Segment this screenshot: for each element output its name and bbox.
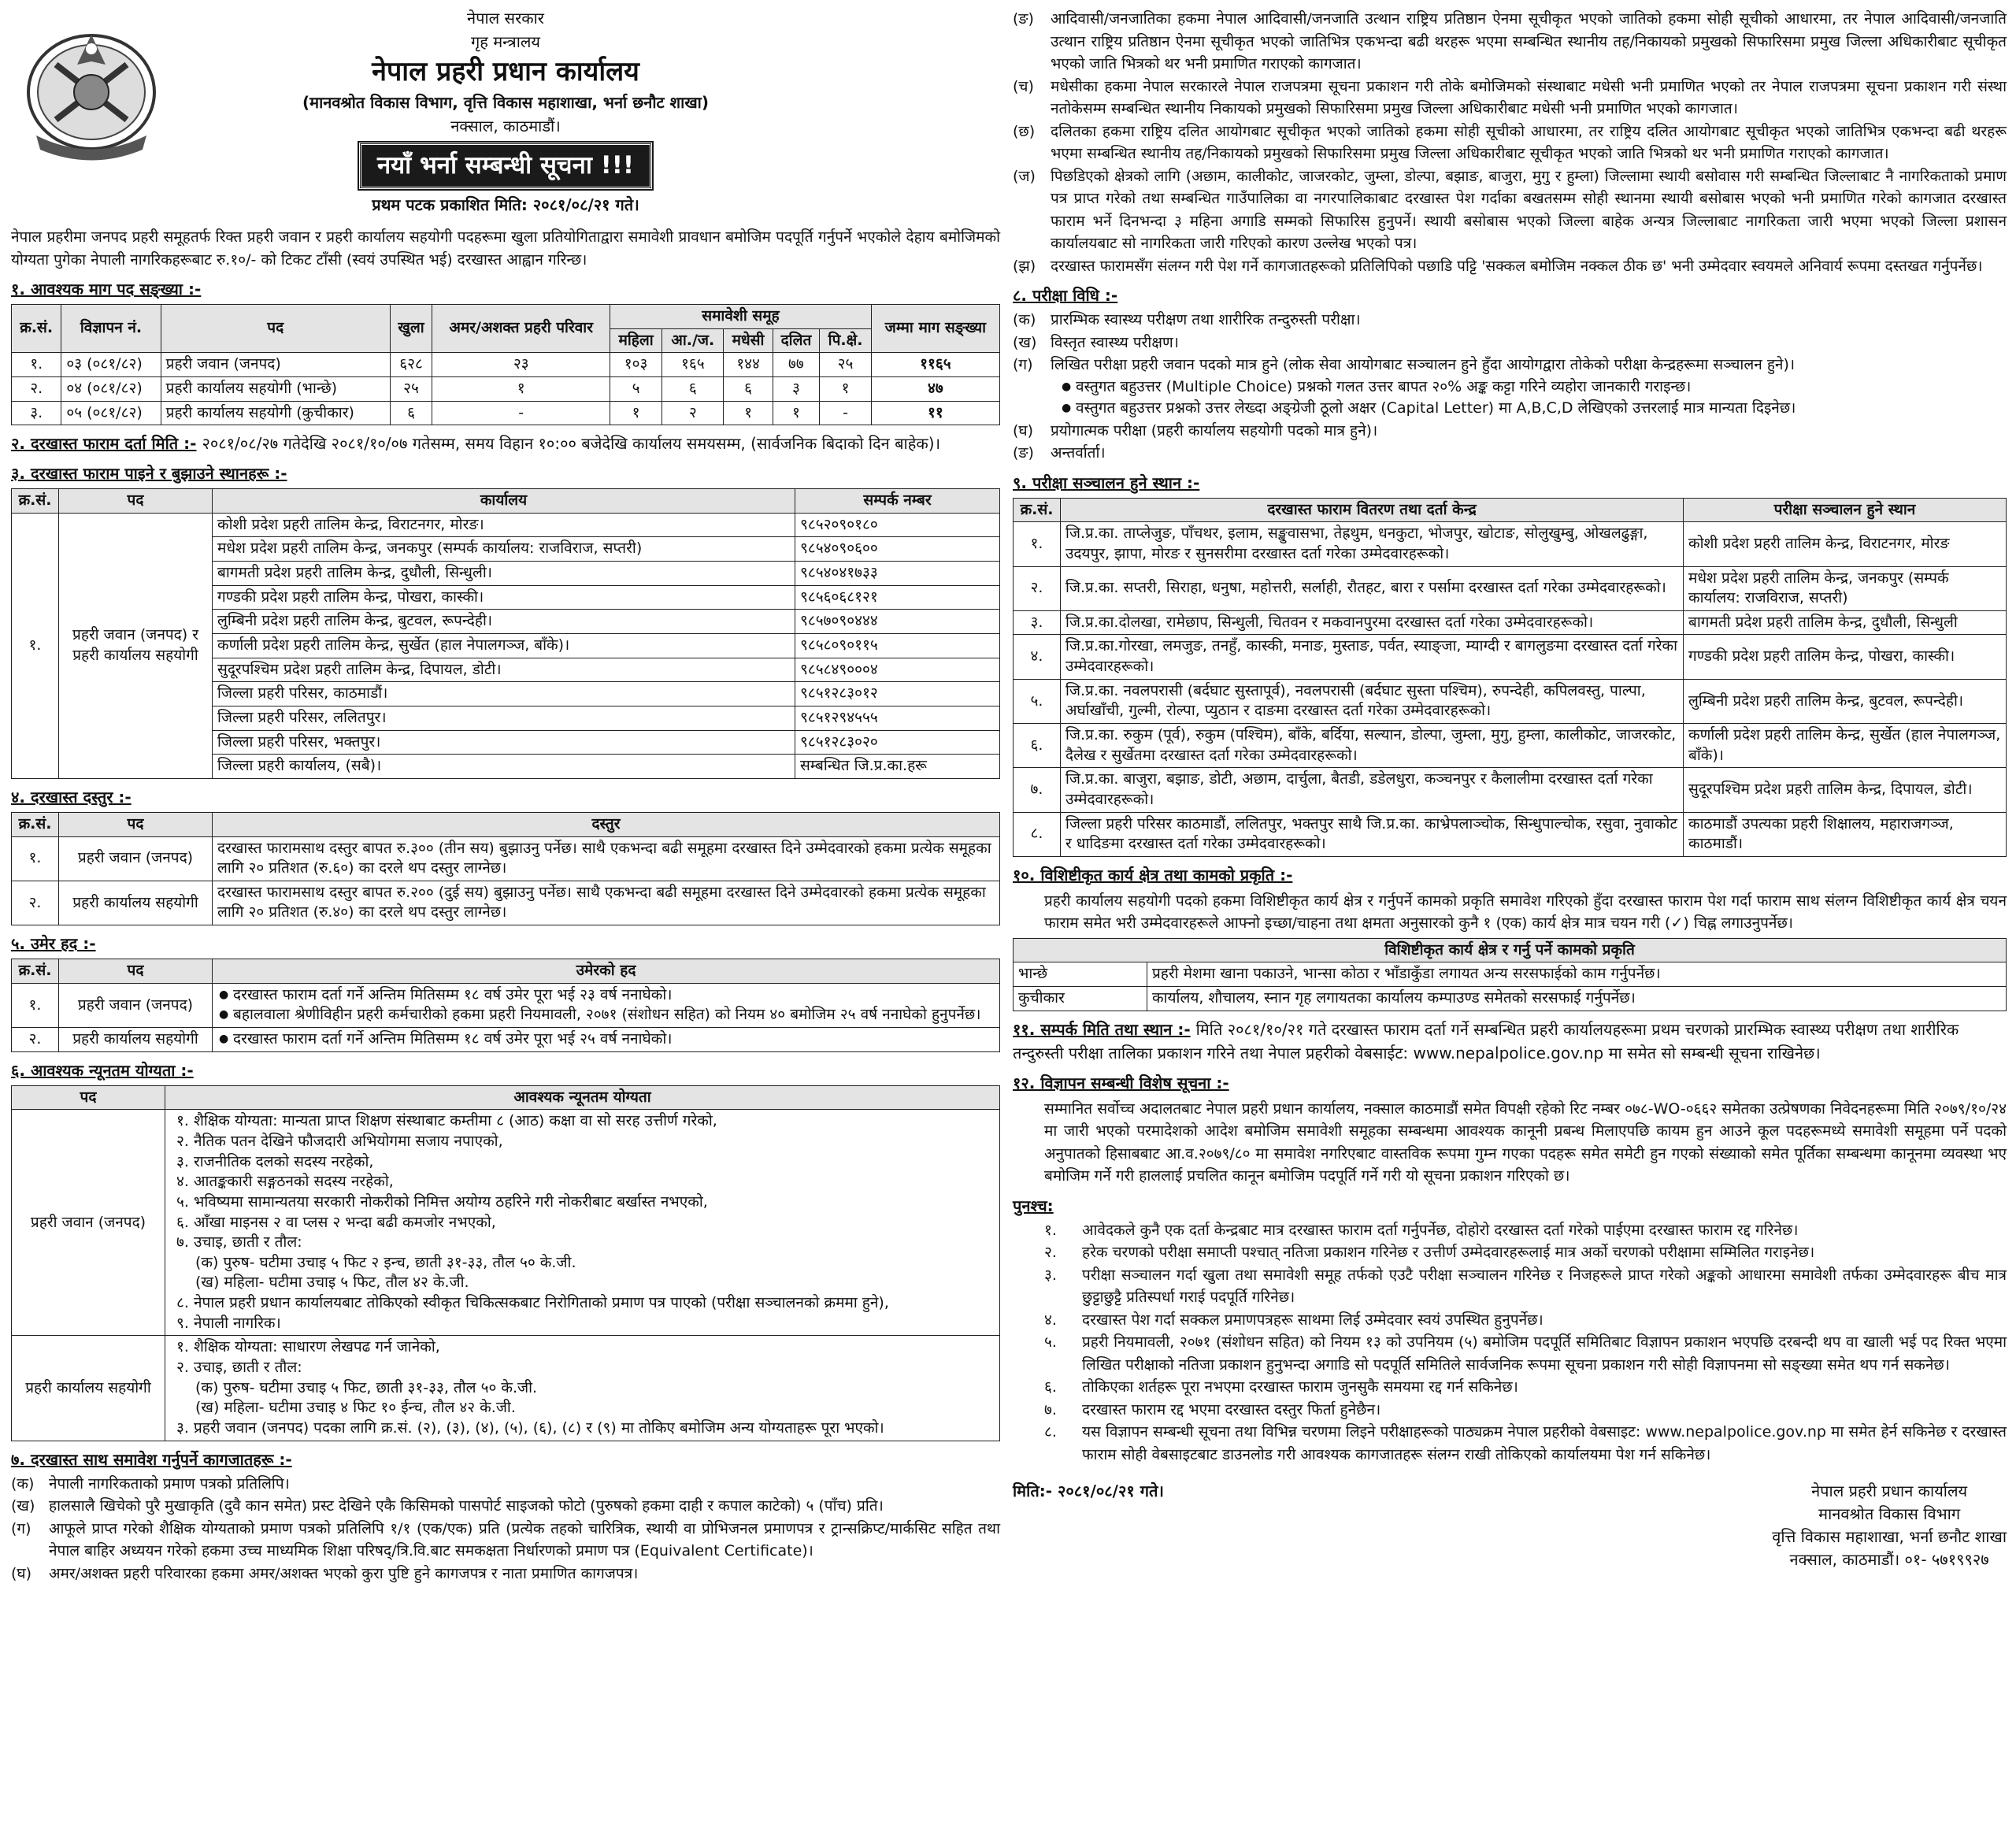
table-row: २. ०४ (०८१/८२) प्रहरी कार्यालय सहयोगी (भान्छे) २५ १ ५ ६ ६ ३ १ ४७ (12, 376, 1000, 401)
list-item: ४. दरखास्त पेश गर्दा सक्कल प्रमाणपत्रहरू साथमा लिई उम्मेदवार स्वयं उपस्थित हुनुपर्नेछ। (1044, 1311, 1544, 1329)
section-12-text: सम्मानित सर्वोच्च अदालतबाट नेपाल प्रहरी प्रधान कार्यालय, नक्साल काठमाडौं समेत विपक्षी रहेको रिट नम्बर ०७८-WO-०६६२ समेतका उत्प्रेषणका निवेदनहरूमा मिति २०७९/१०/२४ मा जारी भएको परमादेशको आदेश बमोजिम समावेशी समूहका सम्बन्धमा आवश्यक कानूनी प्रबन्ध मिलाएपछि कायम हुन आउने कूल पदहरूमध्ये समावेशी समूहमा पर्ने पदको अनुपातको हिसाबबाट आ.व.२०७९/८० मा समावेश नगरिएबाट वास्तविक रूपमा गुम्न गएका पदहरू समेत समेटी हुन गएको संख्याको समेत पूर्तिका सम्बन्धमा कानूनमा व्यवस्था भए बमोजिम गर्ने गरी हाललाई प्रचलित कानून बमोजिम पदपूर्ति गर्ने गरी यो सूचना प्रकाशन गरिएको छ। (1044, 1100, 2007, 1185)
qualification-table: पद आवश्यक न्यूनतम योग्यता प्रहरी जवान (जनपद) १. शैक्षिक योग्यता: मान्यता प्राप्त शिक्षण संस्थाबाट कम्तीमा ८ (आठ) कक्षा वा सो सरह उत्तीर्ण गरेको, २. नैतिक पतन देखिने फौजदारी अभियोगमा सजाय नपाएको, ३. राजनीतिक दलको सदस्य नरहेको, ४. आतङ्ककारी सङ्गठनको सदस्य नरहेको, ५. भविष्यमा सामान्यतया सरकारी नोकरीको निमित्त अयोग्य ठहरिने गरी नोकरीबाट बर्खास्त नभएको, ६. आँखा माइनस २ वा प्लस २ भन्दा बढी कमजोर नभएको, ७. उचाइ, छाती र तौल: (क) पुरुष- घटीमा उचाइ ५ फिट २ इन्च, छाती ३१-३३, तौल ५० के.जी. (ख) महिला- घटीमा उचाइ ५ फिट, तौल ४२ के.जी. ८. नेपाल प्रहरी प्रधान कार्यालयबाट तोकिएको स्वीकृत चिकित्सकबाट निरोगिताको प्रमाण पत्र पाएको (परीक्षा सञ्चालनको क्रममा हुने), ९. नेपाली नागरिक। प्रहरी कार्यालय सहयोगी १. शैक्षिक योग्यता: साधारण लेखपढ गर्न जानेको, २. उचाइ, छाती र तौल: (क) पुरुष- घटीमा उचाइ ५ फिट, छाती ३१-३३, तौल ५० के.जी. (ख) महिला- घटीमा उचाइ ४ फिट १० ईन्च, तौल ४२ के.जी. ३. प्रहरी जवान (जनपद) पदका लागि क्र.सं. (२), (३), (४), (५), (६), (८) र (९) मा तोकिए बमोजिम अन्य योग्यताहरू पूरा भएको। (11, 1085, 1000, 1441)
left-column (11, 6, 1000, 1585)
th-total: जम्मा माग सङ्ख्या (871, 305, 999, 353)
section-10-text: प्रहरी कार्यालय सहयोगी पदको हकमा विशिष्टीकृत कार्य क्षेत्र र गर्नुपर्ने कामको प्रकृति समावेश गरिएको हुँदा दरखास्त फाराम पेश गर्दा फाराम साथ संलग्न विशिष्टीकृत कार्य क्षेत्र चयन फाराम समेत भरी उम्मेदवारहरूले आफ्नो इच्छा/चाहना तथा क्षमता अनुसारको कुनै १ (एक) कार्य क्षेत्र मात्र चयन गरी (✓) चिह्न लगाउनुपर्नेछ। (1044, 892, 2007, 933)
section-11: ११. सम्पर्क मिति तथा स्थान :- मिति २०८१/१०/२१ गते दरखास्त फाराम दर्ता गर्ने सम्बन्धित प्रहरी कार्यालयहरूमा प्रथम चरणको प्रारम्भिक स्वास्थ्य परीक्षण तथा शारीरिक तन्दुरुस्ती परीक्षा तालिका प्रकाशन गरिने तथा नेपाल प्रहरीको वेबसाईट: www.nepalpolice.gov.np मा समेत सो सम्बन्धी सूचना राखिनेछ। (1013, 1019, 1959, 1062)
section-12-title: १२. विज्ञापन सम्बन्धी विशेष सूचना :- (1013, 1073, 1229, 1092)
nepal-police-emblem-icon (13, 17, 170, 163)
table-row: ६. जि.प्र.का. रुकुम (पूर्व), रुकुम (पश्चिम), बाँके, बर्दिया, सल्यान, डोल्पा, जुम्ला, मुगु, हुम्ला, कालीकोट, जाजरकोट, दैलेख र सुर्खेतमा दरखास्त दर्ता गरेका उम्मेदवारहरूको। कर्णाली प्रदेश प्रहरी तालिम केन्द्र, सुर्खेत (हाल नेपालगञ्ज, बाँके)। (1014, 724, 2007, 768)
list-item: (ङ) अन्तर्वार्ता। (1013, 444, 1106, 462)
exam-method-list (1013, 309, 2007, 465)
table-row: १. ०३ (०८१/८२) प्रहरी जवान (जनपद) ६२८ २३ १०३ १६५ १४४ ७७ २५ ११६५ (12, 353, 1000, 377)
right-column (1013, 6, 2007, 1571)
list-item: (छ) दलितका हकमा राष्ट्रिय दलित आयोगबाट सूचीकृत भएको जातिको हकमा सोही सूचीको आधारमा, तर राष्ट्रिय दलित आयोगबाट सूचीकृत भएको जातिभित्र एकभन्दा बढी थरहरू भएमा सम्बन्धित स्थानीय तह/निकायको प्रमुखको सिफारिसमा प्रमुख जिल्ला अधिकारीबाट सूचीकृत भएको जाति भित्रको थर भनी प्रमाणित गराएको कागजात। (1013, 122, 2007, 162)
list-item: २. हरेक चरणको परीक्षा समाप्ती पश्चात् नतिजा प्रकाशन गरिनेछ र उत्तीर्ण उम्मेदवारहरूलाई मात्र अर्को चरणको परीक्षामा सम्मिलित गराइनेछ। (1044, 1244, 1815, 1262)
punash-list (1013, 1219, 2007, 1467)
table-row: कर्णाली प्रदेश प्रहरी तालिम केन्द्र, सुर्खेत (हाल नेपालगञ्ज, बाँके)। ९८५८०९०११५ (12, 634, 1000, 658)
table-row: ३. जि.प्र.का.दोलखा, रामेछाप, सिन्धुली, चितवन र मकवानपुरमा दरखास्त दर्ता गरेका उम्मेदवारहरूको। बागमती प्रदेश प्रहरी तालिम केन्द्र, दुधौली, सिन्धुली (1014, 610, 2007, 635)
table-row: जिल्ला प्रहरी कार्यालय, (सबै)। सम्बन्धित जि.प्र.का.हरू (12, 755, 1000, 779)
notice-date: मिति:- २०८१/०८/२१ गते। (1013, 1482, 1164, 1501)
table-row: भान्छे प्रहरी मेशमा खाना पकाउने, भान्सा कोठा र भाँडाकुँडा लगायत अन्य सरसफाईको काम गर्नुपर्नेछ। (1014, 962, 2007, 987)
section-4-title: ४. दरखास्त दस्तुर :- (11, 787, 132, 807)
table-row: ५. जि.प्र.का. नवलपरासी (बर्दघाट सुस्तापूर्व), नवलपरासी (बर्दघाट सुस्ता पश्चिम), रुपन्देही, कपिलवस्तु, पाल्पा, अर्घाखाँची, गुल्मी, रोल्पा, प्युठान र दाङमा दरखास्त दर्ता गरेका उम्मेदवारहरूको। लुम्बिनी प्रदेश प्रहरी तालिम केन्द्र, बुटवल, रूपन्देही। (1014, 679, 2007, 723)
list-item: ७. दरखास्त फाराम रद्द भएमा दरखास्त दस्तुर फिर्ता हुनेछैन। (1044, 1400, 1381, 1419)
application-centers-table: क्र.सं. पद कार्यालय सम्पर्क नम्बर १. प्रहरी जवान (जनपद) र प्रहरी कार्यालय सहयोगी कोशी प्रदेश प्रहरी तालिम केन्द्र, विराटनगर, मोरङ। ९८५२०९०१८० मधेश प्रदेश प्रहरी तालिम केन्द्र, जनकपुर (सम्पर्क कार्यालय: राजविराज, सप्तरी) ९८५४०९०६०० बागमती प्रदेश प्रहरी तालिम केन्द्र, दुधौली, सिन्धुली। ९८५४०४१७३३ गण्डकी प्रदेश प्रहरी तालिम केन्द्र, पोखरा, कास्की। ९८५६०६८१२१ लुम्बिनी प्रदेश प्रहरी तालिम केन्द्र, बुटवल, रूपन्देही। ९८५७०९०४४४ कर्णाली प्रदेश प्रहरी तालिम केन्द्र, सुर्खेत (हाल नेपालगञ्ज, बाँके)। ९८५८०९०११५ सुदूरपश्चिम प्रदेश प्रहरी तालिम केन्द्र, दिपायल, डोटी। ९८५८४९०००४ जिल्ला प्रहरी परिसर, काठमाडौं। ९८५१२८३०१२ जिल्ला प्रहरी परिसर, ललितपुर। ९८५१२९४५५५ जिल्ला प्रहरी परिसर, भक्तपुर। ९८५१२८३०२० जिल्ला प्रहरी कार्यालय, (सबै)। सम्बन्धित जि.प्र.का.हरू (11, 488, 1000, 779)
table-row: १. जि.प्र.का. ताप्लेजुङ, पाँचथर, इलाम, सङ्खुवासभा, तेह्रथुम, धनकुटा, भोजपुर, खोटाङ, सोलुखुम्बु, ओखलढुङ्गा, उदयपुर, झापा, मोरङ र सुनसरीमा दरखास्त दर्ता गरेका उम्मेदवारहरूको। कोशी प्रदेश प्रहरी तालिम केन्द्र, विराटनगर, मोरङ (1014, 522, 2007, 566)
th-open: खुला (390, 305, 432, 353)
section-2: २. दरखास्त फाराम दर्ता मिति :- २०८१/०८/२७ गतेदेखि २०८१/१०/०७ गतेसम्म, समय विहान १०:०० बजेदेखि कार्यालय समयसम्म, (सार्वजनिक बिदाको दिन बाहेक)। (11, 434, 941, 454)
table-row: १. प्रहरी जवान (जनपद) दरखास्त फारामसाथ दस्तुर बापत रु.३०० (तीन सय) बुझाउनु पर्नेछ। साथै एकभन्दा बढी समूहमा दरखास्त दिने उम्मेदवारको हकमा प्रत्येक समूहका लागि २० प्रतिशत (रु.६०) का दरले थप दस्तुर लाग्नेछ। (12, 836, 1000, 881)
section-6-title: ६. आवश्यक न्यूनतम योग्यता :- (11, 1060, 194, 1080)
work-nature-table: विशिष्टीकृत कार्य क्षेत्र र गर्नु पर्ने कामको प्रकृति भान्छे प्रहरी मेशमा खाना पकाउने, भान्सा कोठा र भाँडाकुँडा लगायत अन्य सरसफाईको काम गर्नुपर्नेछ। कुचीकार कार्यालय, शौचालय, स्नान गृह लगायतका कार्यालय कम्पाउण्ड समेतको सरसफाई गर्नुपर्नेछ। (1013, 938, 2007, 1011)
list-item: १. आवेदकले कुनै एक दर्ता केन्द्रबाट मात्र दरखास्त फाराम दर्ता गर्नुपर्नेछ, दोहोरो दरखास्त दर्ता गरेको पाईएमा दरखास्त फाराम रद्द गरिनेछ। (1044, 1221, 1799, 1239)
table-row: कुचीकार कार्यालय, शौचालय, स्नान गृह लगायतका कार्यालय कम्पाउण्ड समेतको सरसफाई गर्नुपर्नेछ। (1014, 987, 2007, 1011)
table-row: १. प्रहरी जवान (जनपद) र प्रहरी कार्यालय सहयोगी कोशी प्रदेश प्रहरी तालिम केन्द्र, विराटनगर, मोरङ। ९८५२०९०१८० (12, 513, 1000, 537)
documents-list (11, 1473, 1000, 1585)
intro-paragraph: नेपाल प्रहरीमा जनपद प्रहरी समूहतर्फ रिक्त प्रहरी जवान र प्रहरी कार्यालय सहयोगी पदहरूमा खुला प्रतियोगिताद्वारा समावेशी प्रावधान बमोजिम पदपूर्ति गर्नुपर्ने भएकोले देहाय बमोजिमको योग्यता पुगेका नेपाली नागरिकहरूबाट रु.१०/- को टिकट टाँसी (स्वयं उपस्थित भई) दरखास्त आह्वान गरिन्छ। (11, 228, 1000, 269)
list-item: ● वस्तुगत बहुउत्तर प्रश्नको उत्तर लेख्दा अङ्ग्रेजी ठूलो अक्षर (Capital Letter) मा A,B,C,D लेखिएको उत्तरलाई मात्र मान्यता दिइनेछ। (1060, 398, 2007, 420)
punash-title: पुनश्च: (1013, 1196, 1054, 1215)
table-row: सुदूरपश्चिम प्रदेश प्रहरी तालिम केन्द्र, दिपायल, डोटी। ९८५८४९०००४ (12, 658, 1000, 682)
notice-header (11, 6, 1000, 223)
office-subtitle: (मानवश्रोत विकास विभाग, वृत्ति विकास महाशाखा, भर्ना छनौट शाखा) (302, 92, 710, 112)
gov-line: नेपाल सरकार (467, 9, 544, 28)
office-place: नक्साल, काठमाडौं। (450, 116, 561, 135)
section-5-title: ५. उमेर हद :- (11, 934, 96, 954)
table-row: जिल्ला प्रहरी परिसर, काठमाडौं। ९८५१२८३०१२ (12, 682, 1000, 706)
th-backward: पि.क्षे. (820, 328, 872, 353)
table-row: २. जि.प्र.का. सप्तरी, सिराहा, धनुषा, महोत्तरी, सर्लाही, रौतहट, बारा र पर्सामा दरखास्त दर्ता गरेका उम्मेदवारहरूको। मधेश प्रदेश प्रहरी तालिम केन्द्र, जनकपुर (सम्पर्क कार्यालय: राजविराज, सप्तरी) (1014, 566, 2007, 610)
documents-list-continued (1013, 8, 2007, 277)
section-1-title: १. आवश्यक माग पद सङ्ख्या :- (11, 280, 202, 299)
table-row: १. प्रहरी जवान (जनपद) ● दरखास्त फाराम दर्ता गर्ने अन्तिम मितिसम्म १८ वर्ष उमेर पूरा भई २३ वर्ष ननाघेको। ● बहालवाला श्रेणीविहीन प्रहरी कर्मचारीको हकमा प्रहरी नियमावली, २०७१ (संशोधन सहित) को नियम ४० बमोजिम २५ वर्ष ननाघेको हुनुपर्नेछ। (12, 983, 1000, 1027)
list-item: (ग) लिखित परीक्षा प्रहरी जवान पदको मात्र हुने (लोक सेवा आयोगबाट सञ्चालन हुने हुँदा आयोगद्वारा तोकेको परीक्षा केन्द्रहरूमा सञ्चालन हुने)। (1013, 356, 1796, 373)
list-item: ८. यस विज्ञापन सम्बन्धी सूचना तथा विभिन्न चरणमा लिइने परीक्षाहरूको पाठ्यक्रम नेपाल प्रहरीको वेबसाइट: www.nepalpolice.gov.np मा समेत हेर्न सकिनेछ र दरखास्त फाराम सोही वेबसाइटबाट डाउनलोड गरी आवश्यक कागजातहरू संलग्न राखी तोकिएको कार्यालयमा पेश गर्न सकिनेछ। (1044, 1423, 2007, 1463)
table-row: ४. जि.प्र.का.गोरखा, लमजुङ, तनहुँ, कास्की, मनाङ, मुस्ताङ, पर्वत, स्याङ्जा, म्याग्दी र बागलुङमा दरखास्त दर्ता गरेका उम्मेदवारहरूको। गण्डकी प्रदेश प्रहरी तालिम केन्द्र, पोखरा, कास्की। (1014, 635, 2007, 679)
th-ad-no: विज्ञापन नं. (61, 305, 161, 353)
section-10-title: १०. विशिष्टीकृत कार्य क्षेत्र तथा कामको प्रकृति :- (1013, 865, 1293, 884)
list-item: ५. प्रहरी नियमावली, २०७१ (संशोधन सहित) को नियम १३ को उपनियम (५) बमोजिम पदपूर्ति समितिबाट विज्ञापन प्रकाशन भएपछि दरबन्दी थप वा खाली भई पद रिक्त भएमा लिखित परीक्षाको नतिजा प्रकाशन हुनुभन्दा अगाडि सो पदपूर्ति समितिले सार्वजनिक रूपमा सूचना प्रकाशन गरी सोही विज्ञापनमा सो सङ्ख्या समेत थप गर्न सकनेछ। (1044, 1333, 2007, 1374)
th-sn: क्र.सं. (12, 305, 61, 353)
table-row: बागमती प्रदेश प्रहरी तालिम केन्द्र, दुधौली, सिन्धुली। ९८५४०४१७३३ (12, 562, 1000, 586)
list-item: (घ) प्रयोगात्मक परीक्षा (प्रहरी कार्यालय सहयोगी पदको मात्र हुने)। (1013, 421, 1378, 439)
age-limit-table: क्र.सं. पद उमेरको हद १. प्रहरी जवान (जनपद) ● दरखास्त फाराम दर्ता गर्ने अन्तिम मितिसम्म १८ वर्ष उमेर पूरा भई २३ वर्ष ननाघेको। ● बहालवाला श्रेणीविहीन प्रहरी कर्मचारीको हकमा प्रहरी नियमावली, २०७१ (संशोधन सहित) को नियम ४० बमोजिम २५ वर्ष ननाघेको हुनुपर्नेछ। २. प्रहरी कार्यालय सहयोगी ● दरखास्त फाराम दर्ता गर्ने अन्तिम मितिसम्म १८ वर्ष उमेर पूरा भई २५ वर्ष ननाघेको। (11, 959, 1000, 1052)
section-7-title: ७. दरखास्त साथ समावेश गर्नुपर्ने कागजातहरू :- (11, 1449, 292, 1469)
table-row: मधेश प्रदेश प्रहरी तालिम केन्द्र, जनकपुर (सम्पर्क कार्यालय: राजविराज, सप्तरी) ९८५४०९०६०० (12, 537, 1000, 562)
list-item: (झ) दरखास्त फारामसँग संलग्न गरी पेश गर्ने कागजातहरूको प्रतिलिपिको पछाडि पट्टि 'सक्कल बमोजिम नक्कल ठीक छ' भनी उम्मेदवार स्वयमले अनिवार्य रूपमा दस्तखत गर्नुपर्नेछ। (1013, 257, 1983, 275)
table-row: ८. जिल्ला प्रहरी परिसर काठमाडौं, ललितपुर, भक्तपुर साथै जि.प्र.का. काभ्रेपलाञ्चोक, सिन्धुपाल्चोक, रसुवा, नुवाकोट र धादिङमा दरखास्त दर्ता गरेका उम्मेदवारहरूको। काठमाडौं उपत्यका प्रहरी शिक्षालय, महाराजगञ्ज, काठमाडौं। (1014, 812, 2007, 856)
exam-center-table: क्र.सं. दरखास्त फाराम वितरण तथा दर्ता केन्द्र परीक्षा सञ्चालन हुने स्थान १. जि.प्र.का. ताप्लेजुङ, पाँचथर, इलाम, सङ्खुवासभा, तेह्रथुम, धनकुटा, भोजपुर, खोटाङ, सोलुखुम्बु, ओखलढुङ्गा, उदयपुर, झापा, मोरङ र सुनसरीमा दरखास्त दर्ता गरेका उम्मेदवारहरूको। कोशी प्रदेश प्रहरी तालिम केन्द्र, विराटनगर, मोरङ २. जि.प्र.का. सप्तरी, सिराहा, धनुषा, महोत्तरी, सर्लाही, रौतहट, बारा र पर्सामा दरखास्त दर्ता गरेका उम्मेदवारहरूको। मधेश प्रदेश प्रहरी तालिम केन्द्र, जनकपुर (सम्पर्क कार्यालय: राजविराज, सप्तरी) ३. जि.प्र.का.दोलखा, रामेछाप, सिन्धुली, चितवन र मकवानपुरमा दरखास्त दर्ता गरेका उम्मेदवारहरूको। बागमती प्रदेश प्रहरी तालिम केन्द्र, दुधौली, सिन्धुली ४. जि.प्र.का.गोरखा, लमजुङ, तनहुँ, कास्की, मनाङ, मुस्ताङ, पर्वत, स्याङ्जा, म्याग्दी र बागलुङमा दरखास्त दर्ता गरेका उम्मेदवारहरूको। गण्डकी प्रदेश प्रहरी तालिम केन्द्र, पोखरा, कास्की। ५. जि.प्र.का. नवलपरासी (बर्दघाट सुस्तापूर्व), नवलपरासी (बर्दघाट सुस्ता पश्चिम), रुपन्देही, कपिलवस्तु, पाल्पा, अर्घाखाँची, गुल्मी, रोल्पा, प्युठान र दाङमा दरखास्त दर्ता गरेका उम्मेदवारहरूको। लुम्बिनी प्रदेश प्रहरी तालिम केन्द्र, बुटवल, रूपन्देही। ६. जि.प्र.का. रुकुम (पूर्व), रुकुम (पश्चिम), बाँके, बर्दिया, सल्यान, डोल्पा, जुम्ला, मुगु, हुम्ला, कालीकोट, जाजरकोट, दैलेख र सुर्खेतमा दरखास्त दर्ता गरेका उम्मेदवारहरूको। कर्णाली प्रदेश प्रहरी तालिम केन्द्र, सुर्खेत (हाल नेपालगञ्ज, बाँके)। ७. जि.प्र.का. बाजुरा, बझाङ, डोटी, अछाम, दार्चुला, बैतडी, डडेलधुरा, कञ्चनपुर र कैलालीमा दरखास्त दर्ता गरेका उम्मेदवारहरूको। सुदूरपश्चिम प्रदेश प्रहरी तालिम केन्द्र, दिपायल, डोटी। ८. जिल्ला प्रहरी परिसर काठमाडौं, ललितपुर, भक्तपुर साथै जि.प्र.का. काभ्रेपलाञ्चोक, सिन्धुपाल्चोक, रसुवा, नुवाकोट र धादिङमा दरखास्त दर्ता गरेका उम्मेदवारहरूको। काठमाडौं उपत्यका प्रहरी शिक्षालय, महाराजगञ्ज, काठमाडौं। (1013, 498, 2007, 857)
list-item: (च) मधेसीका हकमा नेपाल सरकारले नेपाल राजपत्रमा सूचना प्रकाशन गरी तोके बमोजिमको संस्थाबाट मधेसी भनी प्रमाणित भएको तर नेपाल राजपत्रमा सूचना प्रकाशन गरी संस्था नतोकेसम्म सम्बन्धित स्थानीय निकायको प्रमुखको सिफारिसमा प्रमुख जिल्ला अधिकारीबाट मधेसी भनी प्रमाणित भएको कागजात। (1013, 77, 2007, 117)
table-row: प्रहरी जवान (जनपद) १. शैक्षिक योग्यता: मान्यता प्राप्त शिक्षण संस्थाबाट कम्तीमा ८ (आठ) कक्षा वा सो सरह उत्तीर्ण गरेको, २. नैतिक पतन देखिने फौजदारी अभियोगमा सजाय नपाएको, ३. राजनीतिक दलको सदस्य नरहेको, ४. आतङ्ककारी सङ्गठनको सदस्य नरहेको, ५. भविष्यमा सामान्यतया सरकारी नोकरीको निमित्त अयोग्य ठहरिने गरी नोकरीबाट बर्खास्त नभएको, ६. आँखा माइनस २ वा प्लस २ भन्दा बढी कमजोर नभएको, ७. उचाइ, छाती र तौल: (क) पुरुष- घटीमा उचाइ ५ फिट २ इन्च, छाती ३१-३३, तौल ५० के.जी. (ख) महिला- घटीमा उचाइ ५ फिट, तौल ४२ के.जी. ८. नेपाल प्रहरी प्रधान कार्यालयबाट तोकिएको स्वीकृत चिकित्सकबाट निरोगिताको प्रमाण पत्र पाएको (परीक्षा सञ्चालनको क्रममा हुने), ९. नेपाली नागरिक। (12, 1110, 1000, 1336)
fee-table: क्र.सं. पद दस्तुर १. प्रहरी जवान (जनपद) दरखास्त फारामसाथ दस्तुर बापत रु.३०० (तीन सय) बुझाउनु पर्नेछ। साथै एकभन्दा बढी समूहमा दरखास्त दिने उम्मेदवारको हकमा प्रत्येक समूहका लागि २० प्रतिशत (रु.६०) का दरले थप दस्तुर लाग्नेछ। २. प्रहरी कार्यालय सहयोगी दरखास्त फारामसाथ दस्तुर बापत रु.२०० (दुई सय) बुझाउनु पर्नेछ। साथै एकभन्दा बढी समूहमा दरखास्त दिने उम्मेदवारको हकमा प्रत्येक समूहका लागि २० प्रतिशत (रु.४०) का दरले थप दस्तुर लाग्नेछ। (11, 812, 1000, 925)
th-post: पद (161, 305, 390, 353)
table-row: लुम्बिनी प्रदेश प्रहरी तालिम केन्द्र, बुटवल, रूपन्देही। ९८५७०९०४४४ (12, 610, 1000, 634)
th-madhesi: मधेसी (724, 328, 773, 353)
section-8-title: ८. परीक्षा विधि :- (1013, 286, 1118, 305)
table-row: २. प्रहरी कार्यालय सहयोगी ● दरखास्त फाराम दर्ता गर्ने अन्तिम मितिसम्म १८ वर्ष उमेर पूरा भई २५ वर्ष ननाघेको। (12, 1028, 1000, 1052)
list-item: (ङ) आदिवासी/जनजातिका हकमा नेपाल आदिवासी/जनजाति उत्थान राष्ट्रिय प्रतिष्ठान ऐनमा सूचीकृत भएको जातिको हकमा सोही सूचीको आधारमा, तर नेपाल आदिवासी/जनजाति उत्थान राष्ट्रिय प्रतिष्ठान ऐनमा सूचीकृत भएको जातिभित्र एकभन्दा बढी थरहरू भएमा सम्बन्धित स्थानीय तह/निकायको प्रमुखको सिफारिसमा प्रमुख जिल्ला अधिकारीबाट सूचीकृत भएको जाति भित्रको थर भनी प्रमाणित गराएको कागजात। (1013, 10, 2007, 72)
list-item: (ख) विस्तृत स्वास्थ्य परीक्षण। (1013, 333, 1179, 351)
section-3-title: ३. दरखास्त फाराम पाइने र बुझाउने स्थानहरू :- (11, 464, 287, 484)
list-item: (ग) आफूले प्राप्त गरेको शैक्षिक योग्यताको प्रमाण पत्रको प्रतिलिपि १/१ (एक/एक) प्रति (प्रत्येक तहको चारित्रिक, स्थायी वा प्रोभिजनल प्रमाणपत्र र ट्रान्सक्रिप्ट/मार्कसिट सहित तथा नेपाल बाहिर अध्ययन गरेको हकमा उच्च माध्यमिक शिक्षा परिषद्/त्रि.वि.बाट समकक्षता निर्धारणको प्रमाण पत्र (Equivalent Certificate)। (11, 1519, 1000, 1560)
table-row: ३. ०५ (०८१/८२) प्रहरी कार्यालय सहयोगी (कुचीकार) ६ - १ २ १ १ - ११ (12, 401, 1000, 425)
table-row: ७. जि.प्र.का. बाजुरा, बझाङ, डोटी, अछाम, दार्चुला, बैतडी, डडेलधुरा, कञ्चनपुर र कैलालीमा दरखास्त दर्ता गरेका उम्मेदवारहरूको। सुदूरपश्चिम प्रदेश प्रहरी तालिम केन्द्र, दिपायल, डोटी। (1014, 768, 2007, 812)
th-janajati: आ./ज. (662, 328, 724, 353)
header-text-block (200, 6, 811, 217)
list-item: (ज) पिछडिएको क्षेत्रको लागि (अछाम, कालीकोट, जाजरकोट, जुम्ला, डोल्पा, बझाङ, बाजुरा, मुगु र हुम्ला) जिल्लामा स्थायी बसोवास गरी सम्बन्धित जिल्लाबाट नै नागरिकताको प्रमाण पत्र प्राप्त गरेको तथा सम्बन्धित गाउँपालिका वा नगरपालिकाबाट दरखास्त पेश गर्दाका बखतसम्म सोही स्थानमा स्थायी बसोबास भएको भनी प्रमाणित गरेको कागजात दरखास्त फाराम भर्ने दिनभन्दा ३ महिना अगाडि सम्मको सिफारिस हुनुपर्ने। स्थायी बसोबास भएको जिल्ला बाहेक अन्यत्र जिल्लाबाट नागरिकता जारी भएमा भएको जिल्ला प्रशासन कार्यालयबाट सो नागरिकता जारी गरिएको कारण उल्लेख भएको पत्र। (1013, 167, 2007, 252)
th-inclusive: समावेशी समूह (610, 305, 872, 329)
list-item: (क) नेपाली नागरिकताको प्रमाण पत्रको प्रतिलिपि। (11, 1474, 290, 1493)
table-row: जिल्ला प्रहरी परिसर, भक्तपुर। ९८५१२८३०२० (12, 730, 1000, 755)
th-women: महिला (610, 328, 662, 353)
th-dalit: दलित (773, 328, 820, 353)
ministry-line: गृह मन्त्रालय (470, 32, 541, 51)
table-row: गण्डकी प्रदेश प्रहरी तालिम केन्द्र, पोखरा, कास्की। ९८५६०६८१२१ (12, 585, 1000, 610)
section-9-title: ९. परीक्षा सञ्चालन हुने स्थान :- (1013, 473, 1200, 492)
publish-date: प्रथम पटक प्रकाशित मिति: २०८१/०८/२१ गते। (372, 195, 639, 214)
th-martyr: अमर/अशक्त प्रहरी परिवार (432, 305, 610, 353)
office-title: नेपाल प्रहरी प्रधान कार्यालय (372, 56, 639, 87)
signature-block (1013, 1480, 2007, 1571)
table-row: २. प्रहरी कार्यालय सहयोगी दरखास्त फारामसाथ दस्तुर बापत रु.२०० (दुई सय) बुझाउनु पर्नेछ। साथै एकभन्दा बढी समूहमा दरखास्त दिने उम्मेदवारको हकमा प्रत्येक समूहका लागि २० प्रतिशत (रु.४०) का दरले थप दस्तुर लाग्नेछ। (12, 881, 1000, 925)
notice-banner: नयाँ भर्ना सम्बन्धी सूचना !!! (359, 143, 652, 189)
vacancy-table (11, 304, 1000, 425)
table-row: प्रहरी कार्यालय सहयोगी १. शैक्षिक योग्यता: साधारण लेखपढ गर्न जानेको, २. उचाइ, छाती र तौल: (क) पुरुष- घटीमा उचाइ ५ फिट, छाती ३१-३३, तौल ५० के.जी. (ख) महिला- घटीमा उचाइ ४ फिट १० ईन्च, तौल ४२ के.जी. ३. प्रहरी जवान (जनपद) पदका लागि क्र.सं. (२), (३), (४), (५), (६), (८) र (९) मा तोकिए बमोजिम अन्य योग्यताहरू पूरा भएको। (12, 1336, 1000, 1441)
list-item: (घ) अमर/अशक्त प्रहरी परिवारका हकमा अमर/अशक्त भएको कुरा पुष्टि हुने कागजपत्र र नाता प्रमाणित कागजपत्र। (11, 1564, 639, 1582)
list-item: ६. तोकिएका शर्तहरू पूरा नभएमा दरखास्त फाराम जुनसुकै समयमा रद्द गर्न सकिनेछ। (1044, 1378, 1518, 1396)
table-row: जिल्ला प्रहरी परिसर, ललितपुर। ९८५१२९४५५५ (12, 706, 1000, 730)
list-item: ३. परीक्षा सञ्चालन गर्दा खुला तथा समावेशी समूह तर्फको एउटै परीक्षा सञ्चालन गरिनेछ र निजहरूले प्राप्त गरेको अङ्कको आधारमा समावेशी तर्फका उम्मेदवारहरू बीच मात्र छुट्टाछुट्टै प्रतिस्पर्धा गराई पदपूर्ति गरिनेछ। (1044, 1266, 2007, 1307)
list-item: ● वस्तुगत बहुउत्तर (Multiple Choice) प्रश्नको गलत उत्तर बापत २०% अङ्क कट्टा गरिने व्यहोरा जानकारी गराइन्छ। (1060, 376, 2007, 399)
list-item: (ख) हालसालै खिचेको पुरै मुखाकृति (दुवै कान समेत) प्रस्ट देखिने एकै किसिमको पासपोर्ट साइजको फोटो (पुरुषको हकमा दाही र कपाल काटेको) ५ (पाँच) प्रति। (11, 1497, 884, 1515)
issuer-signature: नेपाल प्रहरी प्रधान कार्यालय मानवश्रोत विकास विभाग वृत्ति विकास महाशाखा, भर्ना छनौट शाखा नक्साल, काठमाडौं। ०१- ५७१९९२७ (1772, 1482, 2007, 1570)
list-item: (क) प्रारम्भिक स्वास्थ्य परीक्षण तथा शारीरिक तन्दुरुस्ती परीक्षा। (1013, 311, 1361, 328)
